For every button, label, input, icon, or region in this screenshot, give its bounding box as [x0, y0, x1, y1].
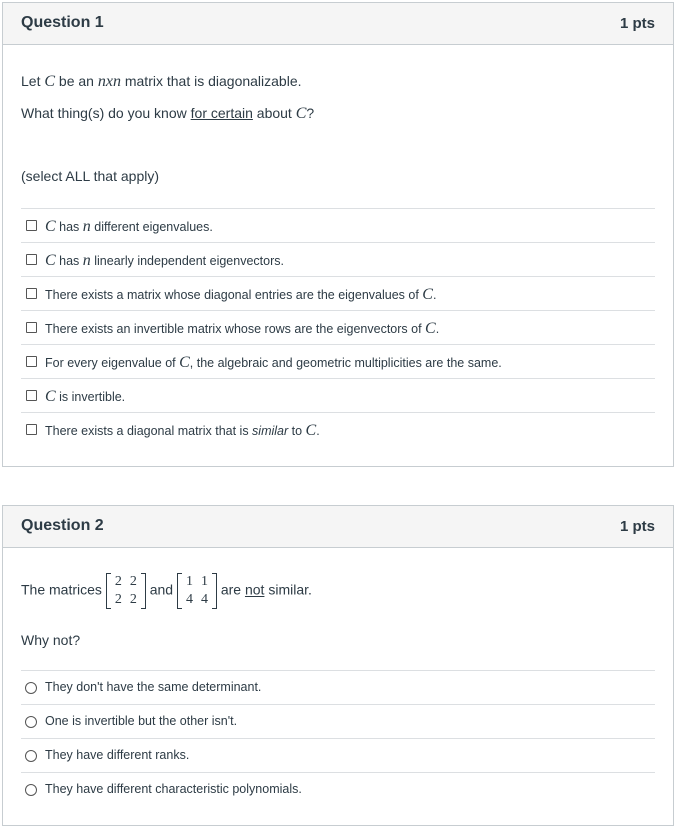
question-1-title: Question 1 [21, 14, 104, 31]
radio-button[interactable] [25, 750, 37, 762]
question-2-prompt: The matrices 2 2 2 2 and 1 1 4 4 are not similar. [21, 574, 312, 607]
math-C: C [295, 105, 307, 122]
matrix-a: 2 2 2 2 [106, 573, 146, 609]
answer-option-3[interactable]: There exists a matrix whose diagonal entries are the eigenvalues of C. [21, 276, 655, 310]
answer-option-7[interactable]: There exists a diagonal matrix that is similar to C. [21, 412, 655, 446]
answer-option-5[interactable]: For every eigenvalue of C, the algebraic and geometric multiplicities are the same. [21, 344, 655, 378]
question-1-answers [21, 208, 655, 446]
checkbox[interactable] [26, 288, 37, 299]
checkbox[interactable] [26, 390, 37, 401]
question-2-title: Question 2 [21, 517, 104, 534]
question-1-card [2, 2, 674, 467]
checkbox[interactable] [26, 322, 37, 333]
radio-option-3[interactable]: They have different ranks. [21, 738, 655, 772]
radio-button[interactable] [25, 682, 37, 694]
question-1-prompt-line-2: What thing(s) do you know for certain about C? [21, 105, 315, 122]
question-2-card [2, 505, 674, 826]
radio-button[interactable] [25, 784, 37, 796]
radio-option-2[interactable]: One is invertible but the other isn't. [21, 704, 655, 738]
underlined-text: not [244, 581, 265, 598]
answer-option-1[interactable]: C has n different eigenvalues. [21, 208, 655, 242]
radio-button[interactable] [25, 716, 37, 728]
question-2-header [3, 506, 673, 548]
radio-option-1[interactable]: They don't have the same determinant. [21, 670, 655, 704]
math-nxn: nxn [97, 73, 121, 90]
checkbox[interactable] [26, 254, 37, 265]
underlined-text: for certain [190, 105, 253, 121]
emphasized-text: similar [252, 424, 289, 438]
question-1-points: 1 pts [619, 15, 655, 32]
answer-option-6[interactable]: C is invertible. [21, 378, 655, 412]
question-1-header [3, 3, 673, 45]
math-C: C [44, 73, 56, 90]
checkbox[interactable] [26, 220, 37, 231]
question-2-points: 1 pts [619, 518, 655, 535]
question-2-answers [21, 670, 655, 806]
checkbox[interactable] [26, 356, 37, 367]
answer-option-4[interactable]: There exists an invertible matrix whose rows are the eigenvectors of C. [21, 310, 655, 344]
question-2-why: Why not? [21, 632, 81, 648]
radio-option-4[interactable]: They have different characteristic polynomials. [21, 772, 655, 806]
question-1-instruction: (select ALL that apply) [21, 168, 160, 184]
question-1-prompt-line-1: Let C be an nxn matrix that is diagonalizable. [21, 73, 302, 90]
matrix-b: 1 1 4 4 [177, 573, 217, 609]
checkbox[interactable] [26, 424, 37, 435]
answer-option-2[interactable]: C has n linearly independent eigenvectors. [21, 242, 655, 276]
